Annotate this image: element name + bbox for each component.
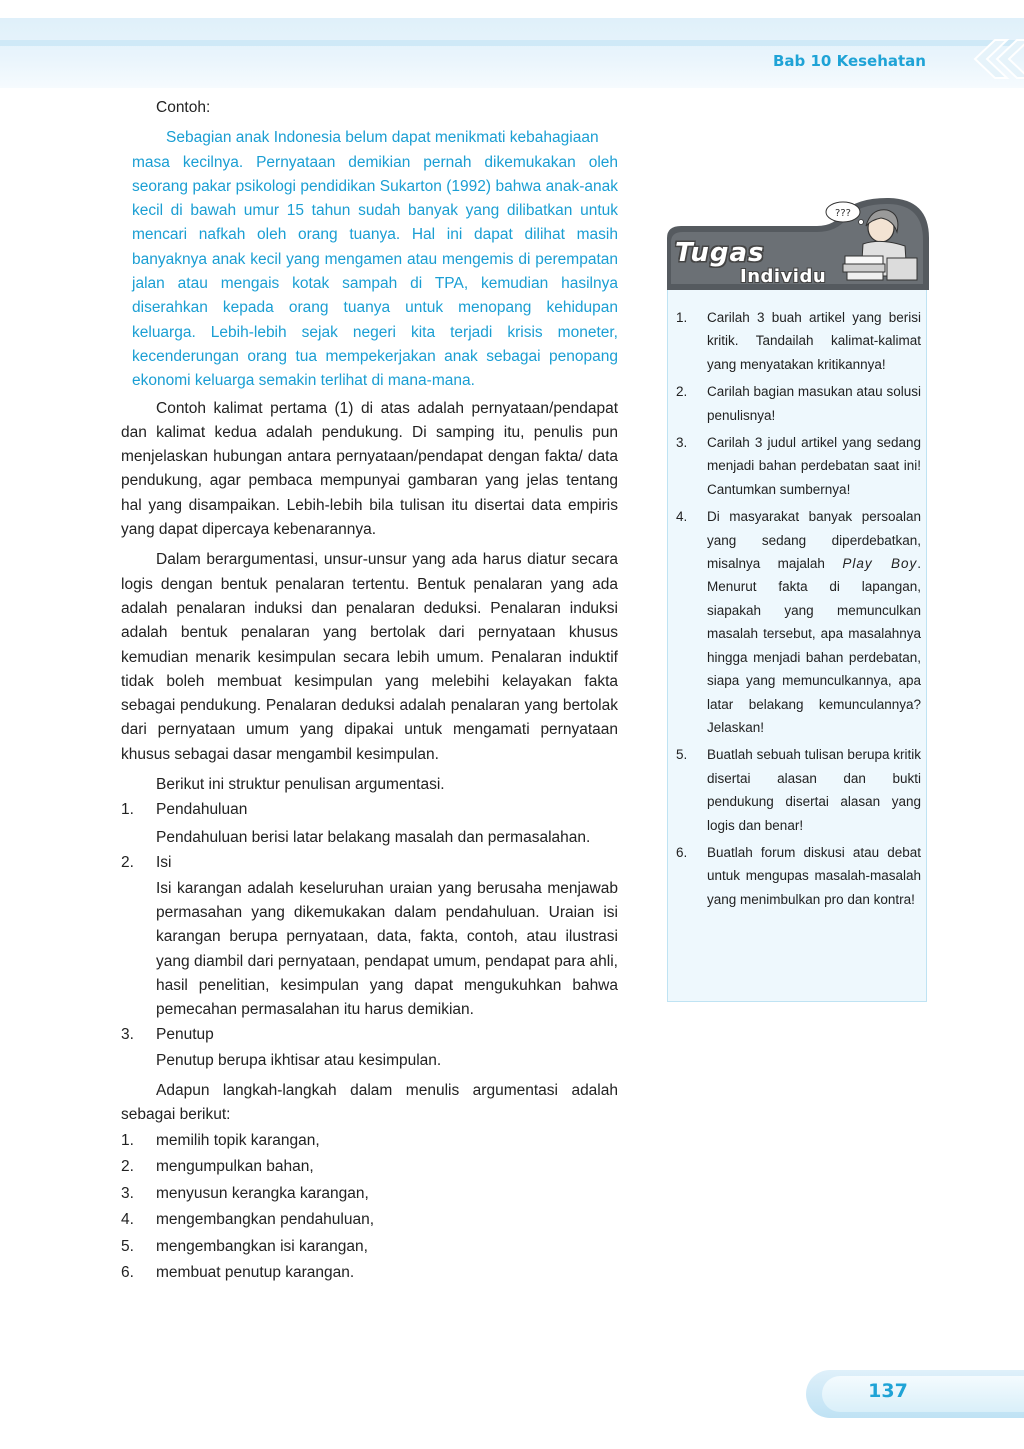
task-subtitle: Individu (740, 266, 827, 287)
list-item (121, 1154, 618, 1181)
paragraph-reasoning: Dalam berargumentasi, unsur-unsur yang ada harus diatur secara logis dengan bentuk penalaran tertentu. Bentuk penalaran yang ada adalah penalaran induksi dan penalaran deduksi. Penalaran induksi adalah bentuk penalaran yang bertolak dari pernyataan khusus kemudian menarik kesimpulan secara lebih umum. Penalaran induktif tidak boleh membuat kesimpulan yang melebihi kelayakan fakta sebagai pendukung. Penalaran deduksi adalah penalaran yang bertolak dari pernyataan umum yang dipakai untuk mengamati pernyataan khusus sebagai dasar mengambil kesimpulan. (121, 551, 618, 763)
task-number: 3. (676, 435, 688, 451)
task-text: Carilah bagian masukan atau solusi penulisnya! (707, 384, 921, 423)
task-number: 2. (676, 384, 688, 400)
structure-item (121, 1022, 618, 1073)
step-number: 1. (121, 1131, 134, 1149)
task-text-emphasis: Play Boy (842, 556, 918, 572)
thought-bubble-text: ??? (835, 208, 851, 219)
step-number: 4. (121, 1211, 134, 1229)
step-number: 6. (121, 1264, 134, 1282)
list-item (676, 505, 921, 739)
structure-desc: Pendahuluan berisi latar belakang masalah dan permasalahan. (156, 828, 591, 846)
structure-intro: Berikut ini struktur penulisan argumentasi. (156, 776, 445, 794)
structure-item (121, 850, 618, 1022)
task-number: 6. (676, 844, 688, 860)
paragraph-explanation: Contoh kalimat pertama (1) di atas adalah pernyataan/pendapat dan kalimat kedua adalah pendukung. Di samping itu, penulis pun menjelaskan hubungan antara pernyataan/pendapat dengan fakta/ data pendukung, agar pembaca mempunyai gambaran yang jelas tentang hal yang disampaikan. Lebih-lebih bila tulisan itu disertai data empiris yang dapat dipercaya kebenarannya. (121, 399, 618, 539)
list-item (121, 1234, 618, 1261)
task-text: Buatlah forum diskusi atau debat untuk mengupas masalah-masalah yang menimbulkan pro dan kontra! (707, 844, 921, 907)
structure-desc: Isi karangan adalah keseluruhan uraian yang berusaha menjawab permasahan yang dikemukakan dalam pendahuluan. Uraian isi karangan berupa pernyataan, data, fakta, contoh, atau ilustrasi yang diambil dari pernyataan, pendapat umum, pendapat para ahli, hasil penelitian, kesimpulan yang dapat mengukuhkan bahwa pemecahan permasalahan itu harus demikian. (156, 879, 618, 1019)
list-item (676, 743, 921, 837)
step-text: membuat penutup karangan. (156, 1264, 355, 1282)
step-number: 2. (121, 1158, 134, 1176)
steps-list (121, 1128, 618, 1287)
structure-item (121, 797, 618, 850)
structure-title: Penutup (156, 1026, 214, 1044)
task-text (707, 505, 921, 739)
header-stripe (0, 40, 1024, 46)
list-item (676, 306, 921, 376)
structure-list (121, 797, 618, 1073)
step-text: mengembangkan pendahuluan, (156, 1211, 375, 1229)
step-text: memilih topik karangan, (156, 1131, 320, 1149)
step-number: 5. (121, 1237, 134, 1255)
list-item (121, 1181, 618, 1208)
example-quote (132, 126, 618, 393)
task-title: Tugas (675, 238, 765, 268)
step-number: 3. (121, 1184, 134, 1202)
task-text: Carilah 3 buah artikel yang berisi kritik. Tandailah kalimat-kalimat yang menyatakan kritikannya! (707, 310, 921, 372)
task-text-post: . Menurut fakta di lapangan, siapakah yang memunculkan masalah tersebut, apa masalahnya hingga menjadi bahan perdebatan, siapa yang memunculkannya, apa latar belakang kemunculannya? Jelaskan! (707, 556, 922, 735)
page-number: 137 (868, 1380, 908, 1402)
structure-number: 1. (121, 801, 134, 819)
example-quote-rest: masa kecilnya. Pernyataan demikian pernah dikemukakan oleh seorang pakar psikologi pendidikan Sukarton (1992) bahwa anak-anak kecil di bawah umur 15 tahun sudah banyak yang dilibatkan untuk mencari nafkah oleh orang tuanya. Hal ini dapat dilihat masih banyaknya anak kecil yang mengamen atau mengemis di perempatan jalan atau mengais kotak sampah di TPA, kemudian hasilnya diserahkan kepada orang tuanya untuk menopang kehidupan keluarga. Lebih-lebih sejak negeri kita terjadi krisis moneter, kecenderungan orang tua mempekerjakan anak sebagai penopang ekonomi keluarga semakin terlihat di mana-mana. (132, 153, 618, 390)
list-item (676, 380, 921, 427)
structure-number: 2. (121, 854, 134, 872)
list-item (121, 1260, 618, 1287)
structure-title: Pendahuluan (156, 801, 248, 819)
structure-number: 3. (121, 1026, 134, 1044)
step-text: mengumpulkan bahan, (156, 1158, 314, 1176)
page-number-tab-inner (822, 1376, 1024, 1412)
list-item (676, 841, 921, 911)
list-item (121, 1128, 618, 1155)
task-number: 4. (676, 509, 688, 525)
example-quote-first-line: Sebagian anak Indonesia belum dapat menikmati kebahagiaan (166, 129, 599, 147)
chapter-title: Bab 10 Kesehatan (772, 52, 926, 70)
task-number: 1. (676, 310, 688, 325)
structure-title: Isi (156, 854, 172, 872)
main-content (121, 96, 618, 1287)
list-item (676, 431, 921, 501)
task-number: 5. (676, 747, 688, 763)
structure-desc: Penutup berupa ikhtisar atau kesimpulan. (156, 1051, 442, 1069)
task-list (676, 306, 921, 915)
step-text: menyusun kerangka karangan, (156, 1184, 369, 1202)
example-label: Contoh: (156, 99, 211, 116)
task-text: Carilah 3 judul artikel yang sedang menjadi bahan perdebatan saat ini! Cantumkan sumbernya! (707, 435, 921, 497)
task-text-pre: Di masyarakat banyak persoalan yang sedang diperdebatkan, misalnya majalah (707, 509, 921, 572)
chevron-left-icon (955, 36, 1024, 82)
task-text: Buatlah sebuah tulisan berupa kritik disertai alasan dan bukti pendukung disertai alasan yang logis dan benar! (707, 747, 921, 833)
step-text: mengembangkan isi karangan, (156, 1237, 368, 1255)
steps-intro: Adapun langkah-langkah dalam menulis argumentasi adalah sebagai berikut: (121, 1082, 618, 1124)
list-item (121, 1207, 618, 1234)
